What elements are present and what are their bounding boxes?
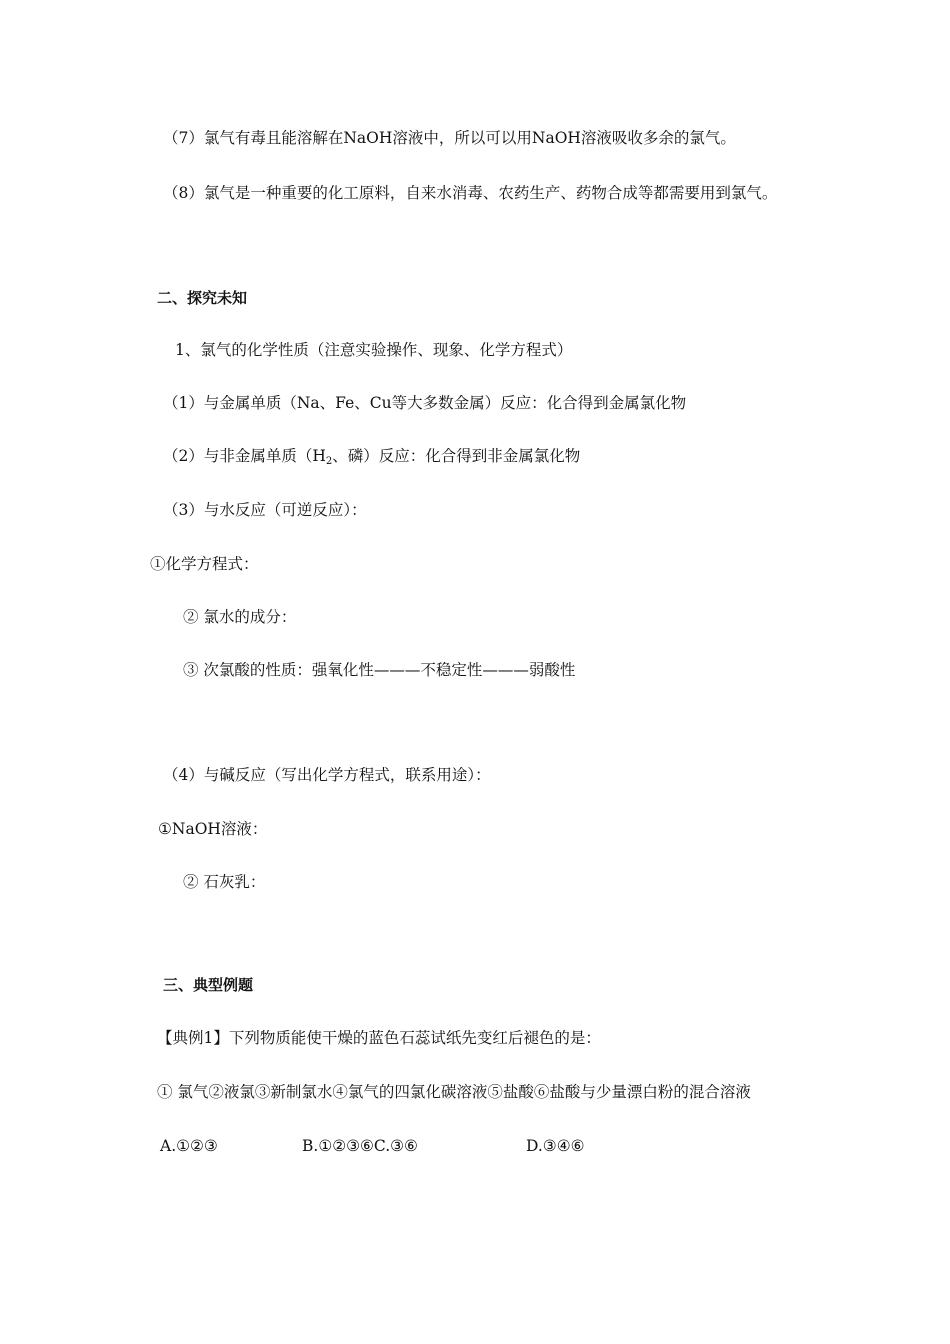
lime-milk: ② 石灰乳： bbox=[183, 873, 266, 891]
statement-7: （7）氯气有毒且能溶解在NaOH溶液中，所以可以用NaOH溶液吸收多余的氯气。 bbox=[163, 129, 736, 147]
property-2-nonmetals bbox=[163, 446, 580, 472]
property-4-base: （4）与碱反应（写出化学方程式，联系用途）： bbox=[163, 766, 491, 784]
example-1-question: 【典例1】下列物质能使干燥的蓝色石蕊试纸先变红后褪色的是： bbox=[157, 1029, 601, 1047]
section-2-heading: 二、探究未知 bbox=[157, 289, 248, 307]
hydrogen-subscript: 2 bbox=[325, 456, 333, 467]
statement-8: （8）氯气是一种重要的化工原料，自来水消毒、农药生产、药物合成等都需要用到氯气。 bbox=[163, 184, 778, 202]
property-3-water: （3）与水反应（可逆反应）： bbox=[163, 501, 367, 519]
section-3-heading: 三、典型例题 bbox=[163, 976, 254, 994]
example-1-options bbox=[160, 1136, 880, 1156]
example-1-substances: ① 氯气②液氯③新制氯水④氯气的四氯化碳溶液⑤盐酸⑥盐酸与少量漂白粉的混合溶液 bbox=[157, 1083, 751, 1101]
hypochlorous-acid-properties: ③ 次氯酸的性质：强氧化性———不稳定性———弱酸性 bbox=[183, 661, 576, 679]
option-a: A.①②③ bbox=[160, 1137, 218, 1155]
water-equation: ①化学方程式： bbox=[150, 555, 259, 573]
option-b-c: B.①②③⑥C.③⑥ bbox=[302, 1137, 418, 1155]
chlorine-chemical-properties: 1、氯气的化学性质（注意实验操作、现象、化学方程式） bbox=[175, 341, 573, 359]
property-2-text-after: 、磷）反应：化合得到非金属氯化物 bbox=[332, 447, 581, 465]
property-2-text-before: （2）与非金属单质（H bbox=[163, 447, 326, 465]
chlorine-water-components: ② 氯水的成分： bbox=[183, 608, 297, 626]
property-1-metals: （1）与金属单质（Na、Fe、Cu等大多数金属）反应：化合得到金属氯化物 bbox=[163, 394, 687, 412]
naoh-solution: ①NaOH溶液： bbox=[158, 820, 268, 838]
option-d: D.③④⑥ bbox=[526, 1137, 585, 1155]
